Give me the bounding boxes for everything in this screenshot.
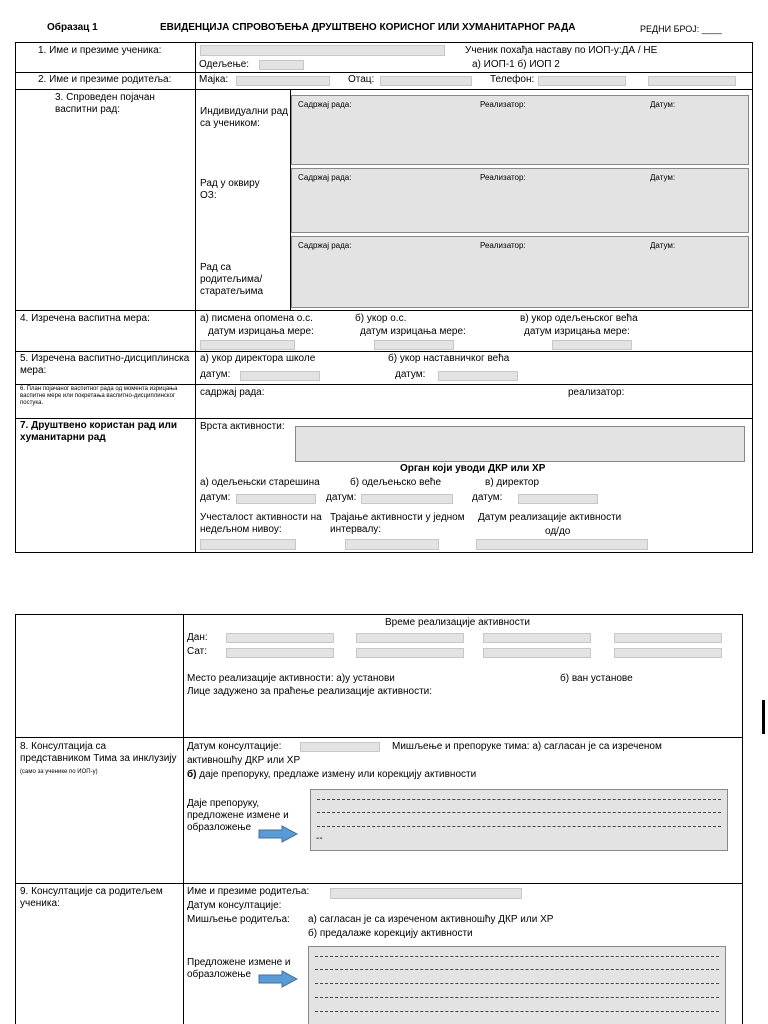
arrow-right-icon: [258, 825, 298, 843]
class-field[interactable]: [259, 60, 304, 70]
location-label: Место реализације активности: а)у установи: [187, 673, 395, 684]
responsible-person-label: Лице задужено за праћење реализације активности:: [187, 686, 433, 697]
educational-measure-label: 4. Изречена васпитна мера:: [20, 313, 150, 324]
realization-time-heading: Време реализације активности: [385, 617, 530, 628]
page-title: ЕВИДЕНЦИЈА СПРОВОЂЕЊА ДРУШТВЕНО КОРИСНОГ ИЛИ ХУМАНИТАРНОГ РАДА: [160, 22, 576, 33]
phone-field[interactable]: [538, 76, 626, 86]
activity-type-field[interactable]: [295, 426, 745, 462]
form-number: Образац 1: [47, 22, 98, 33]
duration-field[interactable]: [345, 539, 439, 550]
measure-a-date-field[interactable]: [200, 340, 295, 350]
hour-field-2[interactable]: [356, 648, 464, 658]
measure-v: в) укор одељењског већа: [520, 313, 638, 324]
measure-b-date-field[interactable]: [374, 340, 454, 350]
arrow-right-icon: [258, 970, 298, 988]
content-label: Садржај рада:: [298, 241, 352, 250]
authority-v-date-label: датум:: [472, 492, 503, 503]
authority-v-date-field[interactable]: [518, 494, 598, 504]
measure-b: б) укор о.с.: [355, 313, 407, 324]
oz-work-label: Рад у оквиру ОЗ:: [200, 178, 260, 201]
authority-a-date-field[interactable]: [236, 494, 316, 504]
iop-options: а) ИОП-1 б) ИОП 2: [472, 59, 560, 70]
content-label: Садржај рада:: [298, 100, 352, 109]
parent-name-field-2[interactable]: [330, 888, 522, 899]
authority-heading: Орган који уводи ДКР или ХР: [400, 463, 546, 474]
plan-label: 6. План појачаног васпитног рада од момента изрицања васпитне мере или покретања васпитно-дисциплинског постука.: [20, 386, 178, 406]
team-opinion-label: Мишљење и препоруке тима: а) сагласан је са изреченом: [392, 741, 662, 752]
measure-v-date-label: датум изрицања мере:: [524, 326, 630, 337]
authority-a-date-label: датум:: [200, 492, 231, 503]
duration-label: Трајање активности у једном интервалу:: [330, 512, 465, 535]
disciplinary-a-date-field[interactable]: [240, 371, 320, 381]
realizer-label: Реализатор:: [480, 100, 526, 109]
disciplinary-b-date-label: датум:: [395, 369, 426, 380]
recommendation-dash: --: [316, 833, 323, 844]
day-field-3[interactable]: [483, 633, 591, 643]
measure-a: а) писмена опомена о.с.: [200, 313, 313, 324]
plan-realizer-label: реализатор:: [568, 387, 625, 398]
team-opinion-cont: активношћу ДКР или ХР: [187, 755, 301, 766]
community-work-label: 7. Друштвено користан рад или хуманитарни рад: [20, 420, 178, 443]
parent-proposals-box[interactable]: [308, 946, 726, 1024]
father-label: Отац:: [348, 74, 375, 85]
parent-consultation-date-label: Датум консултације:: [187, 900, 282, 911]
hour-label: Сат:: [187, 646, 208, 657]
date-label: Датум:: [650, 173, 676, 182]
mother-label: Мајка:: [199, 74, 229, 85]
parent-opinion-a: а) сагласан је са изреченом активношћу ДКР или ХР: [308, 914, 554, 925]
recommendation-label: Даје препоруку, предложене измене и образложење: [187, 798, 289, 833]
inclusion-team-label-note: (само за ученике по ИОП-у): [20, 769, 98, 775]
team-opinion-b-marker: б): [187, 769, 197, 780]
disciplinary-b-date-field[interactable]: [438, 371, 518, 381]
parent-name-label-2: Име и презиме родитеља:: [187, 886, 310, 897]
authority-b: б) одељењско веће: [350, 477, 442, 488]
activity-type-label: Врста активности:: [200, 421, 285, 432]
authority-b-date-field[interactable]: [361, 494, 453, 504]
team-opinion-b: [187, 769, 476, 781]
student-name-label: 1. Име и презиме ученика:: [38, 45, 162, 56]
inclusion-team-label-main: 8. Консултација са представником Тима за инклузију: [20, 741, 177, 764]
reinforced-work-label: 3. Спроведен појачан васпитни рад:: [55, 92, 155, 115]
consultation-date-field[interactable]: [300, 742, 380, 752]
serial-number: РЕДНИ БРОЈ: ____: [640, 24, 722, 34]
parent-consultation-label: 9. Консултације са родитељем ученика:: [20, 886, 163, 909]
measure-v-date-field[interactable]: [552, 340, 632, 350]
parents-work-label: Рад са родитељима/ старатељима: [200, 262, 264, 297]
content-label: Садржај рада:: [298, 173, 352, 182]
realization-date-label: Датум реализације активности: [478, 512, 622, 523]
disciplinary-b: б) укор наставничког већа: [388, 353, 510, 364]
outside-location-label: б) ван установе: [560, 673, 633, 684]
measure-a-date-label: датум изрицања мере:: [208, 326, 314, 337]
mother-field[interactable]: [236, 76, 330, 86]
hour-field-4[interactable]: [614, 648, 722, 658]
phone-field-2[interactable]: [648, 76, 736, 86]
consultation-date-label: Датум консултације:: [187, 741, 282, 752]
authority-a: а) одељењски старешина: [200, 477, 320, 488]
disciplinary-a: а) укор директора школе: [200, 353, 316, 364]
day-field-4[interactable]: [614, 633, 722, 643]
class-label: Одељење:: [199, 59, 250, 70]
iop-question: Ученик похађа наставу по ИОП-у:ДА / НЕ: [465, 45, 658, 56]
day-field-1[interactable]: [226, 633, 334, 643]
father-field[interactable]: [380, 76, 472, 86]
date-label: Датум:: [650, 241, 676, 250]
recommendation-box[interactable]: [310, 789, 728, 851]
day-field-2[interactable]: [356, 633, 464, 643]
inclusion-team-label: [20, 741, 178, 778]
disciplinary-a-date-label: датум:: [200, 369, 231, 380]
measure-b-date-label: датум изрицања мере:: [360, 326, 466, 337]
frequency-field[interactable]: [200, 539, 296, 550]
student-name-field[interactable]: [200, 45, 445, 56]
day-label: Дан:: [187, 632, 208, 643]
parent-name-label: 2. Име и презиме родитеља:: [38, 74, 172, 85]
date-label: Датум:: [650, 100, 676, 109]
frequency-label: Учесталост активности на недељном нивоу:: [200, 512, 322, 535]
realizer-label: Реализатор:: [480, 173, 526, 182]
parent-proposals-label: Предложене измене и образложење: [187, 957, 291, 980]
hour-field-1[interactable]: [226, 648, 334, 658]
authority-b-date-label: датум:: [326, 492, 357, 503]
phone-label: Телефон:: [490, 74, 535, 85]
parent-opinion-b: б) предалаже корекцију активности: [308, 928, 473, 939]
disciplinary-measure-label: 5. Изречена васпитно-дисциплинска мера:: [20, 353, 190, 376]
page-edge-mark: [762, 700, 765, 734]
realizer-label: Реализатор:: [480, 241, 526, 250]
realization-date-field[interactable]: [476, 539, 648, 550]
hour-field-3[interactable]: [483, 648, 591, 658]
parent-opinion-label: Мишљење родитеља:: [187, 914, 290, 925]
team-opinion-b-text: даје препоруку, предлаже измену или корекцију активности: [196, 769, 477, 780]
from-to-label: од/до: [545, 526, 571, 537]
individual-work-label: Индивидуални рад са учеником:: [200, 106, 288, 129]
authority-v: в) директор: [485, 477, 540, 488]
plan-content-label: садржај рада:: [200, 387, 265, 398]
